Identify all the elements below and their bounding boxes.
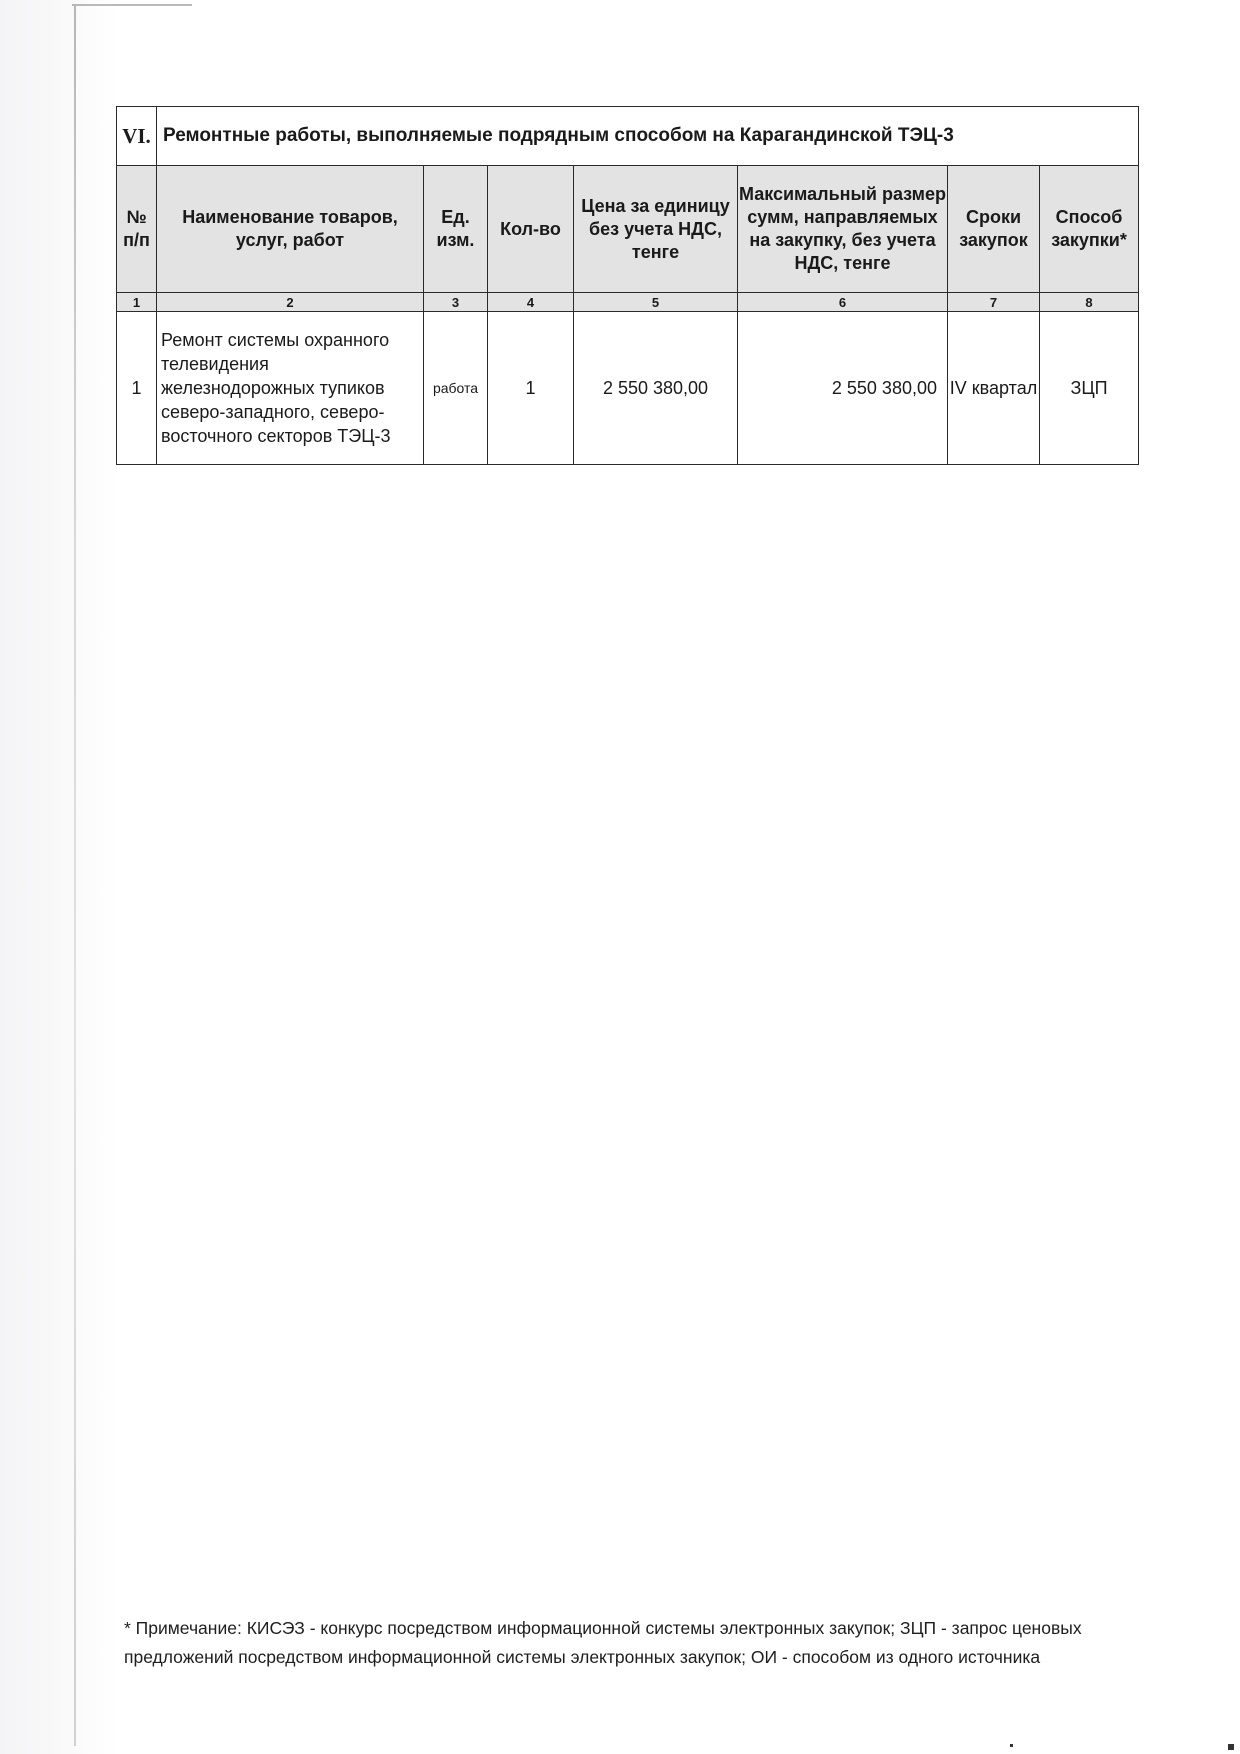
header-row [117,166,1139,293]
column-number: 6 [738,293,948,312]
procurement-table [116,106,1139,465]
row-name: Ремонт системы охранного телевидения железнодорожных тупиков северо-западного, северо-восточного секторов ТЭЦ-3 [157,312,424,465]
column-number: 4 [488,293,574,312]
scan-speck [1010,1744,1013,1747]
footnote: * Примечание: КИСЭЗ - конкурс посредством информационной системы электронных закупок; ЗЦП - запрос ценовых предложений посредством информационной системы электронных закупок; ОИ - способом из одного источника [124,1618,1082,1667]
header-num: № п/п [117,166,157,293]
column-number: 1 [117,293,157,312]
section-row [117,107,1139,166]
column-number: 8 [1040,293,1139,312]
header-unit: Ед. изм. [424,166,488,293]
header-term: Сроки закупок [948,166,1040,293]
scan-fold-line [74,6,76,1746]
row-unit: работа [424,312,488,465]
row-max-sum: 2 550 380,00 [738,312,948,465]
section-title: Ремонтные работы, выполняемые подрядным способом на Карагандинской ТЭЦ-3 [157,107,1139,166]
table-row [117,312,1139,465]
header-qty: Кол-во [488,166,574,293]
column-number-row [117,293,1139,312]
scan-speck [1228,1744,1234,1750]
section-number: VI. [117,107,157,166]
header-max-sum: Максимальный размер сумм, направляемых на закупку, без учета НДС, тенге [738,166,948,293]
row-method: ЗЦП [1040,312,1139,465]
column-number: 5 [574,293,738,312]
row-price: 2 550 380,00 [574,312,738,465]
column-number: 3 [424,293,488,312]
row-num: 1 [117,312,157,465]
header-name: Наименование товаров, услуг, работ [157,166,424,293]
row-term: IV квартал [948,312,1040,465]
header-price: Цена за единицу без учета НДС, тенге [574,166,738,293]
column-number: 2 [157,293,424,312]
header-method: Способ закупки* [1040,166,1139,293]
column-number: 7 [948,293,1040,312]
scan-top-edge [72,4,192,6]
row-qty: 1 [488,312,574,465]
